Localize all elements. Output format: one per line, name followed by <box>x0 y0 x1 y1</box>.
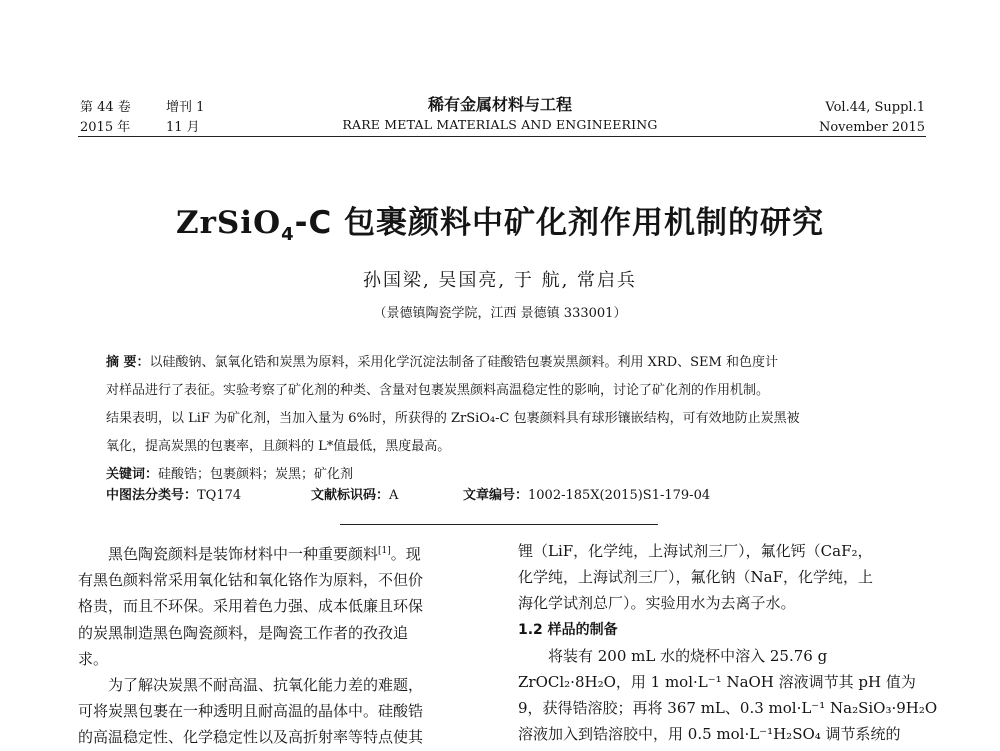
section-heading-1-2: 1.2 样品的制备 <box>518 621 618 638</box>
classification-row <box>106 486 710 506</box>
right-line-8: 溶液加入到锆溶胶中，用 0.5 mol·L⁻¹H₂SO₄ 调节系统的 <box>518 725 901 744</box>
abstract-line-3: 结果表明，以 LiF 为矿化剂，当加入量为 6%时，所获得的 ZrSiO₄-C 包裹颜料具有球形镶嵌结构，可有效地防止炭黑被 <box>106 411 800 426</box>
left-line-5: 求。 <box>78 649 109 668</box>
right-line-1: 锂（LiF，化学纯，上海试剂三厂），氟化钙（CaF₂， <box>518 542 873 560</box>
title-subscript: 4 <box>281 224 295 246</box>
right-line-5: 将装有 200 mL 水的烧杯中溶入 25.76 g <box>548 646 828 665</box>
authors: 孙国梁, 吴国亮, 于 航, 常启兵 <box>362 270 638 291</box>
left-line-2: 有黑色颜料常采用氧化钴和氧化铬作为原料，不但价 <box>78 571 424 590</box>
doc-code-value: A <box>389 488 399 503</box>
keywords-text: 硅酸锆；包裹颜料；炭黑；矿化剂 <box>158 467 354 482</box>
left-line-7: 可将炭黑包裹在一种透明且耐高温的晶体中。硅酸锆 <box>78 702 424 721</box>
clc-label: 中图法分类号： <box>106 488 198 503</box>
vol-en: Vol.44, Suppl.1 <box>825 100 925 115</box>
title-suffix: -C 包裹颜料中矿化剂作用机制的研究 <box>294 205 825 241</box>
left-line-6: 为了解决炭黑不耐高温、抗氧化能力差的难题， <box>108 676 424 695</box>
title-formula: ZrSiO <box>175 205 282 241</box>
left-line-4: 的炭黑制造黑色陶瓷颜料，是陶瓷工作者的孜孜追 <box>78 623 409 642</box>
journal-name-en: RARE METAL MATERIALS AND ENGINEERING <box>342 117 658 132</box>
section-divider <box>340 524 658 525</box>
left-line-8: 的高温稳定性、化学稳定性以及高折射率等特点使其 <box>78 728 424 747</box>
right-line-2: 化学纯，上海试剂三厂），氟化钠（NaF，化学纯，上 <box>518 568 873 587</box>
citation-ref: [1] <box>378 546 391 556</box>
article-number-value: 1002-185X(2015)S1-179-04 <box>528 488 711 503</box>
month-cn: 11 月 <box>166 120 200 135</box>
right-line-3: 海化学试剂总厂）。实验用水为去离子水。 <box>518 594 796 613</box>
paper-title <box>0 197 1000 245</box>
left-line-3: 格贵，而且不环保。采用着色力强、成本低廉且环保 <box>78 597 424 616</box>
clc-value: TQ174 <box>197 488 242 503</box>
keywords-label: 关键词： <box>106 467 159 482</box>
abstract <box>106 349 906 489</box>
header-rule <box>78 136 926 137</box>
abstract-text-1: 以硅酸钠、氯氧化锆和炭黑为原料，采用化学沉淀法制备了硅酸锆包裹炭黑颜料。利用 XRD、SEM 和色度计 <box>149 355 778 370</box>
header-volume-en <box>819 98 925 138</box>
suppl-cn: 增刊 1 <box>166 100 205 115</box>
abstract-line-1 <box>106 349 906 377</box>
abstract-line-2: 对样品进行了表征。实验考察了矿化剂的种类、含量对包裹炭黑颜料高温稳定性的影响，讨论了矿化剂的作用机制。 <box>106 383 770 398</box>
volume-cn: 第 44 卷 <box>80 100 131 115</box>
journal-name-cn: 稀有金属材料与工程 <box>427 95 572 114</box>
right-line-6: ZrOCl₂·8H₂O，用 1 mol·L⁻¹ NaOH 溶液调节其 pH 值为 <box>518 673 916 692</box>
article-number-label: 文章编号： <box>463 488 529 503</box>
year-cn: 2015 年 <box>80 120 131 135</box>
keywords <box>106 461 906 489</box>
abstract-label: 摘 要： <box>106 355 150 370</box>
affiliation: （景德镇陶瓷学院，江西 景德镇 333001） <box>373 306 627 321</box>
left-line-1: 黑色陶瓷颜料是装饰材料中一种重要颜料[1]。现 <box>108 545 421 563</box>
body-column-right <box>518 538 938 748</box>
abstract-line-4: 氧化，提高炭黑的包裹率，且颜料的 L*值最低，黑度最高。 <box>106 439 451 454</box>
date-en: November 2015 <box>818 120 925 135</box>
doc-code-label: 文献标识码： <box>311 488 390 503</box>
right-line-7: 9，获得锆溶胶；再将 367 mL、0.3 mol·L⁻¹ Na₂SiO₃·9H₂O <box>518 699 938 718</box>
body-column-left <box>78 538 498 751</box>
